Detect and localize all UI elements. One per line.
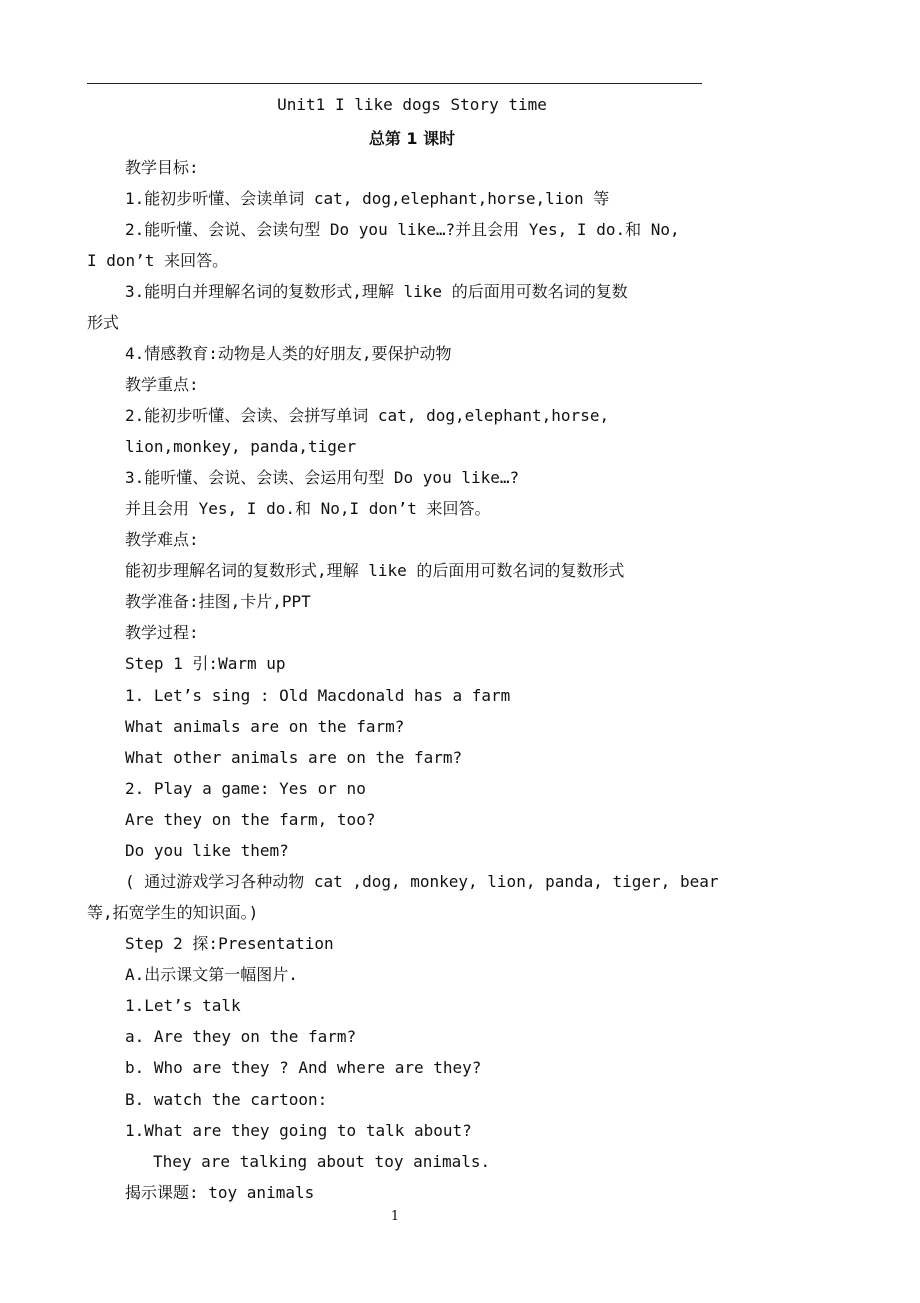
text-line: What other animals are on the farm? — [125, 748, 463, 767]
text-line: B. watch the cartoon: — [125, 1090, 328, 1109]
text-line: 教学重点: — [125, 375, 199, 394]
text-line: 能初步理解名词的复数形式,理解 like 的后面用可数名词的复数形式 — [125, 561, 625, 580]
text-line: b. Who are they ? And where are they? — [125, 1058, 482, 1077]
document-title: Unit1 I like dogs Story time — [277, 95, 547, 114]
text-line: 并且会用 Yes, I do.和 No,I don’t 来回答。 — [125, 499, 491, 518]
text-line: Are they on the farm, too? — [125, 810, 376, 829]
text-line: 3.能明白并理解名词的复数形式,理解 like 的后面用可数名词的复数 — [125, 282, 628, 301]
text-line: 1.What are they going to talk about? — [125, 1121, 472, 1140]
text-line: 等,拓宽学生的知识面。) — [87, 903, 259, 922]
text-line: 1. Let’s sing : Old Macdonald has a farm — [125, 686, 511, 705]
text-line: 教学准备:挂图,卡片,PPT — [125, 592, 311, 611]
text-line: 4.情感教育:动物是人类的好朋友,要保护动物 — [125, 344, 452, 363]
text-line: 2.能听懂、会说、会读句型 Do you like…?并且会用 Yes, I do.和 No, — [125, 220, 680, 239]
text-line: 揭示课题: toy animals — [125, 1183, 315, 1202]
text-line: A.出示课文第一幅图片. — [125, 965, 298, 984]
text-line: 1.Let’s talk — [125, 996, 241, 1015]
text-line: ( 通过游戏学习各种动物 cat ,dog, monkey, lion, panda, tiger, bear — [125, 872, 719, 891]
text-line: a. Are they on the farm? — [125, 1027, 357, 1046]
header-rule — [87, 83, 702, 84]
text-line: They are talking about toy animals. — [153, 1152, 491, 1171]
text-line: 形式 — [87, 313, 120, 332]
text-line: Step 2 探:Presentation — [125, 934, 334, 953]
text-line: 2. Play a game: Yes or no — [125, 779, 366, 798]
text-line: Do you like them? — [125, 841, 289, 860]
text-line: Step 1 引:Warm up — [125, 654, 286, 673]
text-line: 教学目标: — [125, 158, 199, 177]
text-line: 教学过程: — [125, 623, 199, 642]
text-line: What animals are on the farm? — [125, 717, 405, 736]
text-line: lion,monkey, panda,tiger — [125, 437, 357, 456]
lesson-number: 总第 1 课时 — [368, 129, 456, 148]
page-number: 1 — [390, 1209, 400, 1224]
text-line: 3.能听懂、会说、会读、会运用句型 Do you like…? — [125, 468, 520, 487]
text-line: 2.能初步听懂、会读、会拼写单词 cat, dog,elephant,horse, — [125, 406, 610, 425]
text-line: I don’t 来回答。 — [87, 251, 229, 270]
text-line: 1.能初步听懂、会读单词 cat, dog,elephant,horse,lion 等 — [125, 189, 610, 208]
text-line: 教学难点: — [125, 530, 199, 549]
